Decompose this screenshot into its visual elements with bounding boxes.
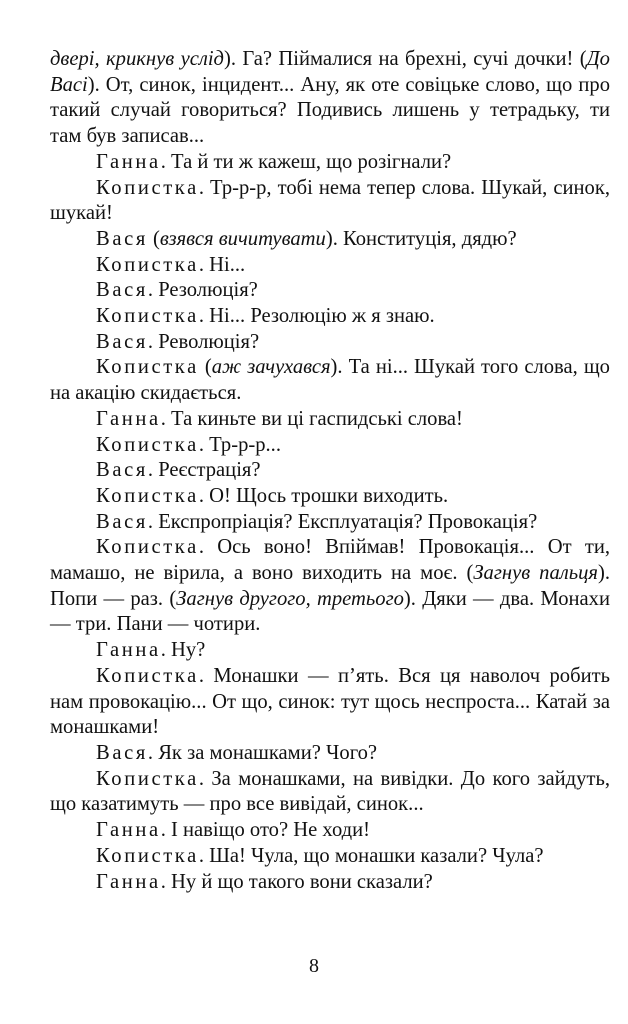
speaker-name: Копистка: [96, 767, 199, 790]
speaker-name: Вася: [96, 279, 148, 302]
speaker-name: Копистка: [96, 664, 199, 687]
dialogue-text: (: [198, 356, 212, 379]
speaker-name: Ганна: [96, 639, 161, 662]
dialogue-text: . Тр-р-р, тобі нема тепер слова. Шукай, синок, шукай!: [50, 176, 610, 225]
paragraph: [50, 47, 610, 150]
dialogue-text: ). Дяки — два. Монахи — три. Пани — чотири.: [50, 587, 610, 636]
paragraph: [50, 741, 610, 767]
paragraph: [50, 433, 610, 459]
dialogue-text: . І навіщо ото? Не ходи!: [160, 819, 371, 842]
speaker-name: Копистка: [96, 844, 199, 867]
dialogue-text: . Ні...: [198, 253, 246, 276]
paragraph: [50, 535, 610, 638]
dialogue-text: . Та киньте ви ці гаспидські слова!: [160, 407, 463, 430]
dialogue-text: . Ні... Резолюцію ж я знаю.: [198, 305, 435, 328]
speaker-name: Вася: [96, 741, 148, 764]
dialogue-text: ). Та ні... Шукай того слова, що на акацію скидається.: [50, 356, 610, 405]
dialogue-text: . Революція?: [147, 330, 260, 353]
paragraph: [50, 818, 610, 844]
speaker-name: Вася: [96, 510, 148, 533]
paragraph: [50, 355, 610, 406]
dialogue-text: . Ну?: [160, 639, 206, 662]
paragraph: [50, 844, 610, 870]
paragraph: [50, 330, 610, 356]
paragraph: [50, 278, 610, 304]
speaker-name: Копистка: [96, 433, 199, 456]
paragraph: [50, 304, 610, 330]
dialogue-text: . О! Щось трошки виходить.: [198, 484, 449, 507]
paragraph: [50, 253, 610, 279]
speaker-name: Копистка: [96, 176, 199, 199]
speaker-name: Копистка: [96, 305, 199, 328]
dialogue-text: . Ось воно! Впіймав! Провокація... От ти, мамашо, не вірила, а воно виходить на моє. (: [50, 536, 610, 585]
stage-direction: До Васі: [50, 48, 610, 96]
dialogue-text: . Ша! Чула, що монашки казали? Чула?: [198, 844, 544, 867]
page-body: [50, 47, 610, 895]
speaker-name: Копистка: [96, 356, 199, 379]
speaker-name: Вася: [96, 330, 148, 353]
dialogue-text: ). От, синок, інцидент... Ану, як оте совіцьке слово, що про такий случай говориться? Подивись лишень у тетрадьку, ти там був записав...: [50, 73, 610, 148]
dialogue-text: (: [147, 227, 160, 250]
speaker-name: Ганна: [96, 407, 161, 430]
speaker-name: Вася: [96, 227, 148, 250]
paragraph: [50, 227, 610, 253]
paragraph: [50, 510, 610, 536]
dialogue-text: . Реєстрація?: [147, 459, 261, 482]
stage-direction: Загнув пальця: [473, 562, 598, 585]
dialogue-text: . Резолюція?: [147, 279, 258, 302]
dialogue-text: . За монашками, на вивідки. До кого зайдуть, що казатимуть — про все вивідай, синок...: [50, 767, 610, 816]
dialogue-text: . Ну й що такого вони сказали?: [160, 870, 433, 893]
paragraph: [50, 664, 610, 741]
paragraph: [50, 638, 610, 664]
dialogue-text: . Експропріація? Експлуатація? Провокація?: [147, 510, 538, 533]
stage-direction: аж зачухався: [211, 356, 331, 379]
dialogue-text: . Та й ти ж кажеш, що розігнали?: [160, 150, 452, 173]
page-number: 8: [309, 955, 319, 977]
paragraph: [50, 458, 610, 484]
speaker-name: Копистка: [96, 484, 199, 507]
dialogue-text: ). Попи — раз. (: [50, 562, 610, 610]
stage-direction: двері, крикнув услід: [50, 48, 224, 70]
paragraph: [50, 407, 610, 433]
dialogue-text: ). Конституція, дядю?: [325, 227, 517, 250]
speaker-name: Ганна: [96, 870, 161, 893]
paragraph: [50, 767, 610, 818]
speaker-name: Копистка: [96, 253, 199, 276]
speaker-name: Ганна: [96, 150, 161, 173]
paragraph: [50, 150, 610, 176]
paragraph: [50, 176, 610, 227]
speaker-name: Ганна: [96, 819, 161, 842]
speaker-name: Вася: [96, 459, 148, 482]
paragraph: [50, 870, 610, 896]
speaker-name: Копистка: [96, 536, 199, 559]
dialogue-text: . Монашки — п’ять. Вся ця наволоч робить нам провокацію... От що, синок: тут щось неспроста... Катай за монашками!: [50, 664, 610, 739]
stage-direction: взявся вичитувати: [159, 227, 326, 250]
dialogue-text: ). Га? Піймалися на брехні, сучі дочки! (: [223, 48, 587, 70]
stage-direction: Загнув другого, третього: [176, 587, 404, 610]
dialogue-text: . Тр-р-р...: [198, 433, 281, 456]
paragraph: [50, 484, 610, 510]
dialogue-text: . Як за монашками? Чого?: [147, 741, 378, 764]
